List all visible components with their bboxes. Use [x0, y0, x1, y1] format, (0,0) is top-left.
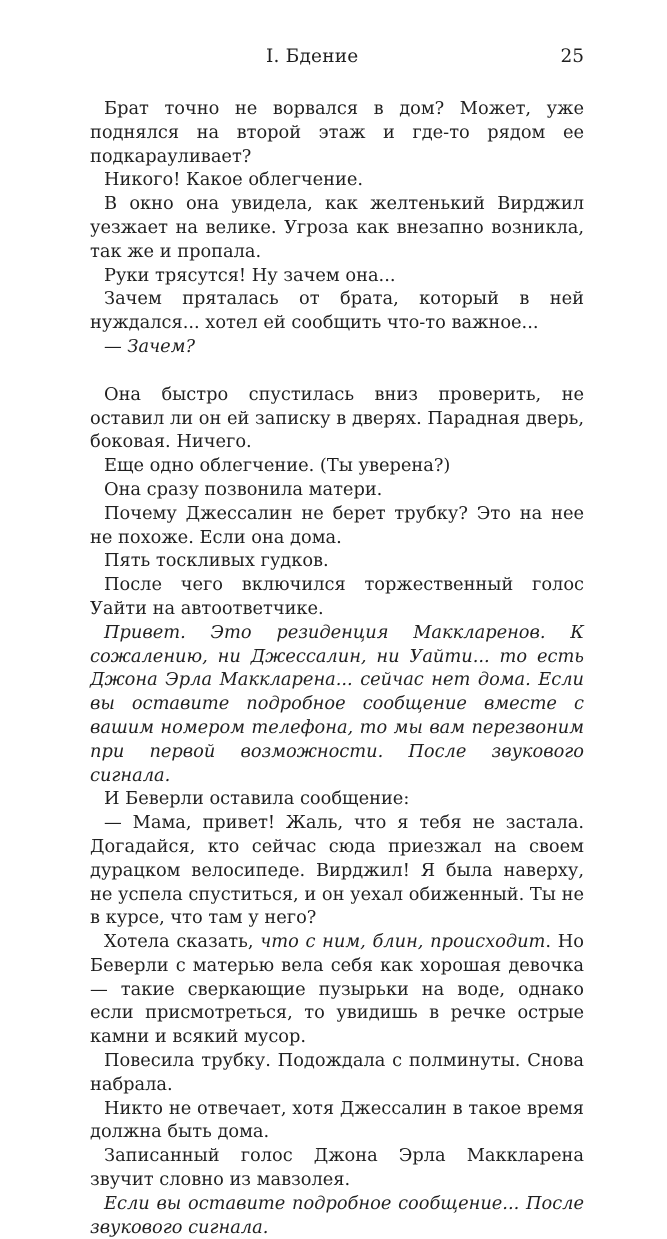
- paragraph-mixed: [90, 930, 584, 1049]
- paragraph: Зачем пряталась от брата, который в ней нуждался... хотел ей сообщить что-то важное...: [90, 288, 584, 334]
- page-header: [0, 46, 667, 76]
- text-run: Хотела сказать,: [104, 931, 261, 953]
- paragraph: Она быстро спустилась вниз проверить, не оставил ли он ей записку в дверях. Парадная дверь, боковая. Ничего.: [90, 383, 584, 453]
- paragraph: — Мама, привет! Жаль, что я тебя не застала. Догадайся, кто сейчас сюда приезжал на своем дурацком велосипеде. Вирджил! Я была наверху, не успела спуститься, и он уехал обиженный. Ты не в курсе, что там у него?: [90, 812, 584, 929]
- paragraph: Записанный голос Джона Эрла Маккларена звучит словно из мавзолея.: [90, 1145, 584, 1191]
- paragraph: Никто не отвечает, хотя Джессалин в такое время должна быть дома.: [90, 1097, 584, 1143]
- paragraph: Никого! Какое облегчение.: [104, 169, 364, 191]
- paragraph: Почему Джессалин не берет трубку? Это на нее не похоже. Если она дома.: [90, 502, 584, 548]
- page-number: 25: [560, 46, 584, 67]
- answering-machine-message: Если вы оставите подробное сообщение... После звукового сигнала.: [90, 1192, 584, 1238]
- paragraph: Брат точно не ворвался в дом? Может, уже поднялся на второй этаж и где-то рядом ее подкарауливает?: [90, 98, 584, 167]
- paragraph: После чего включился торжественный голос Уайти на автоответчике.: [90, 574, 584, 619]
- paragraph: Повесила трубку. Подождала с полминуты. Снова набрала.: [90, 1050, 584, 1095]
- answering-machine-message: Привет. Это резиденция Маккларенов. К сожалению, ни Джессалин, ни Уайти... то есть Джона Эрла Маккларена... сейчас нет дома. Если вы оставите подробное сообщение вместе с вашим номером телефона, то мы вам перезвоним при первой возможности. После звукового сигнала.: [90, 621, 584, 786]
- paragraph: Еще одно облегчение. (Ты уверена?): [104, 455, 451, 477]
- paragraph: В окно она увидела, как желтенький Вирджил уезжает на велике. Угроза как внезапно возникла, так же и пропала.: [90, 193, 584, 262]
- body-text: [90, 97, 584, 1239]
- paragraph: Пять тоскливых гудков.: [104, 550, 329, 572]
- paragraph: И Беверли оставила сообщение:: [104, 788, 410, 810]
- text-run: . Но Беверли с матерью вела себя как хорошая девочка — такие сверкающие пузырьки на воде, однако если присмотреться, то увидишь в речке острые камни и всякий мусор.: [90, 931, 584, 1048]
- italic-paragraph: — Зачем?: [104, 335, 195, 357]
- paragraph: Она сразу позвонила матери.: [104, 478, 383, 500]
- paragraph: Руки трясутся! Ну зачем она...: [104, 264, 396, 286]
- running-title: I. Бдение: [266, 46, 359, 67]
- italic-run: что с ним, блин, происходит: [260, 931, 546, 953]
